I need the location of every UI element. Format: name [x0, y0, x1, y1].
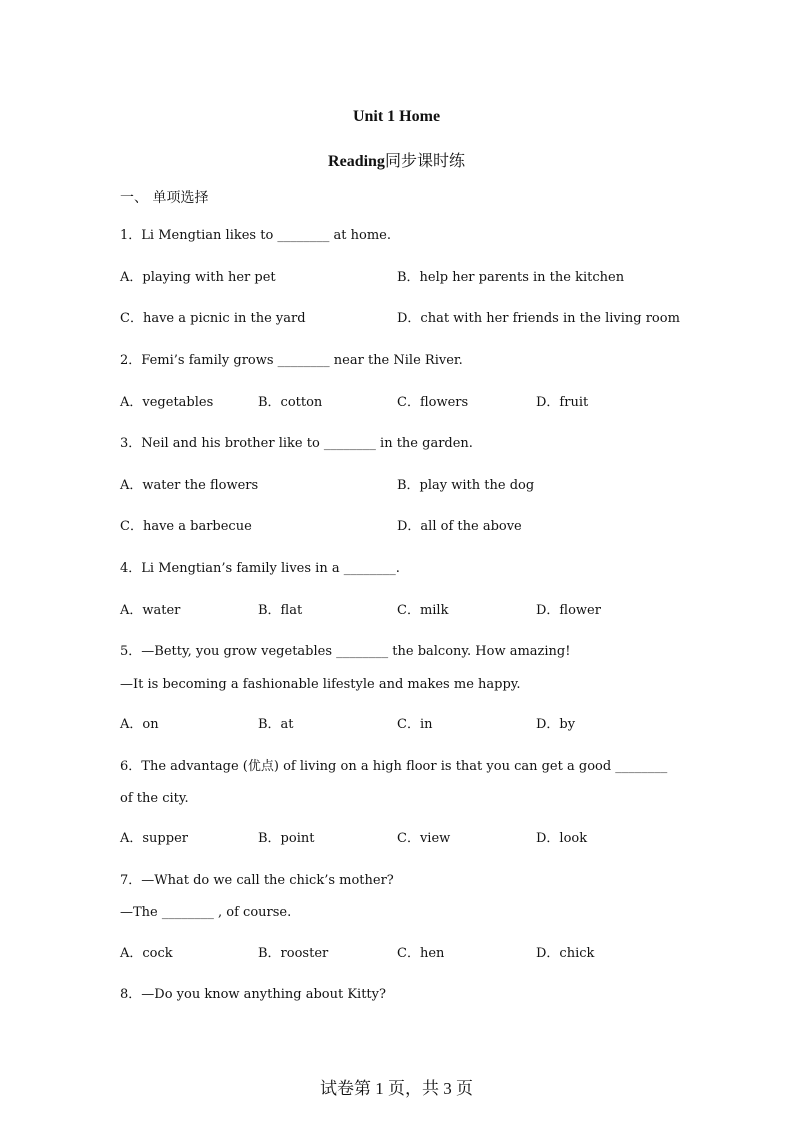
q5-option-c: C．in	[397, 717, 433, 732]
page-footer: 试卷第 1 页，共 3 页	[320, 1079, 473, 1098]
q1-option-a: A．playing with her pet	[120, 270, 276, 285]
q7-option-b: B．rooster	[258, 946, 329, 961]
q7-option-d: D．chick	[536, 946, 595, 961]
question-2-stem: 2．Femi’s family grows ________ near the Nile River.	[120, 353, 463, 368]
section-heading: 一、 单项选择	[120, 190, 209, 206]
q3-option-a: A．water the flowers	[120, 478, 259, 493]
question-5-stem: 5．—Betty, you grow vegetables ________ the balcony. How amazing!	[120, 644, 571, 659]
question-6-stem-cont: of the city.	[120, 791, 189, 806]
question-7-reply: —The ________ , of course.	[120, 905, 292, 920]
q2-option-b: B．cotton	[258, 395, 323, 410]
q6-option-c: C．view	[397, 831, 451, 846]
question-4-stem: 4．Li Mengtian’s family lives in a ________.	[120, 561, 400, 576]
q2-option-d: D．fruit	[536, 395, 589, 410]
subtitle-en: Reading	[328, 153, 385, 170]
q4-option-d: D．flower	[536, 603, 601, 618]
q1-option-d: D．chat with her friends in the living room	[397, 311, 680, 326]
unit-title: Unit 1 Home	[352, 108, 441, 125]
q1-option-c: C．have a picnic in the yard	[120, 311, 306, 326]
q4-option-a: A．water	[120, 603, 181, 618]
q5-option-b: B．at	[258, 717, 294, 732]
question-3-stem: 3．Neil and his brother like to ________ in the garden.	[120, 436, 473, 451]
q4-option-c: C．milk	[397, 603, 449, 618]
q6-option-b: B．point	[258, 831, 315, 846]
q6-option-d: D．look	[536, 831, 588, 846]
question-5-reply: —It is becoming a fashionable lifestyle and makes me happy.	[120, 677, 521, 692]
q3-option-b: B．play with the dog	[397, 478, 535, 493]
q1-option-b: B．help her parents in the kitchen	[397, 270, 625, 285]
subtitle	[0, 148, 793, 171]
q4-option-b: B．flat	[258, 603, 303, 618]
subtitle-cn: 同步课时练	[384, 153, 465, 170]
question-7-stem: 7．—What do we call the chick’s mother?	[120, 873, 394, 888]
question-1-stem: 1．Li Mengtian likes to ________ at home.	[120, 228, 391, 243]
q6-option-a: A．supper	[120, 831, 188, 846]
q2-option-c: C．flowers	[397, 395, 469, 410]
q5-option-d: D．by	[536, 717, 576, 732]
question-8-stem: 8．—Do you know anything about Kitty?	[120, 987, 386, 1002]
q2-option-a: A．vegetables	[120, 395, 214, 410]
q3-option-c: C．have a barbecue	[120, 519, 252, 534]
q7-option-c: C．hen	[397, 946, 445, 961]
q7-option-a: A．cock	[120, 946, 173, 961]
question-6-stem: 6．The advantage (优点) of living on a high floor is that you can get a good ________	[120, 759, 668, 774]
q3-option-d: D．all of the above	[397, 519, 522, 534]
q5-option-a: A．on	[120, 717, 159, 732]
